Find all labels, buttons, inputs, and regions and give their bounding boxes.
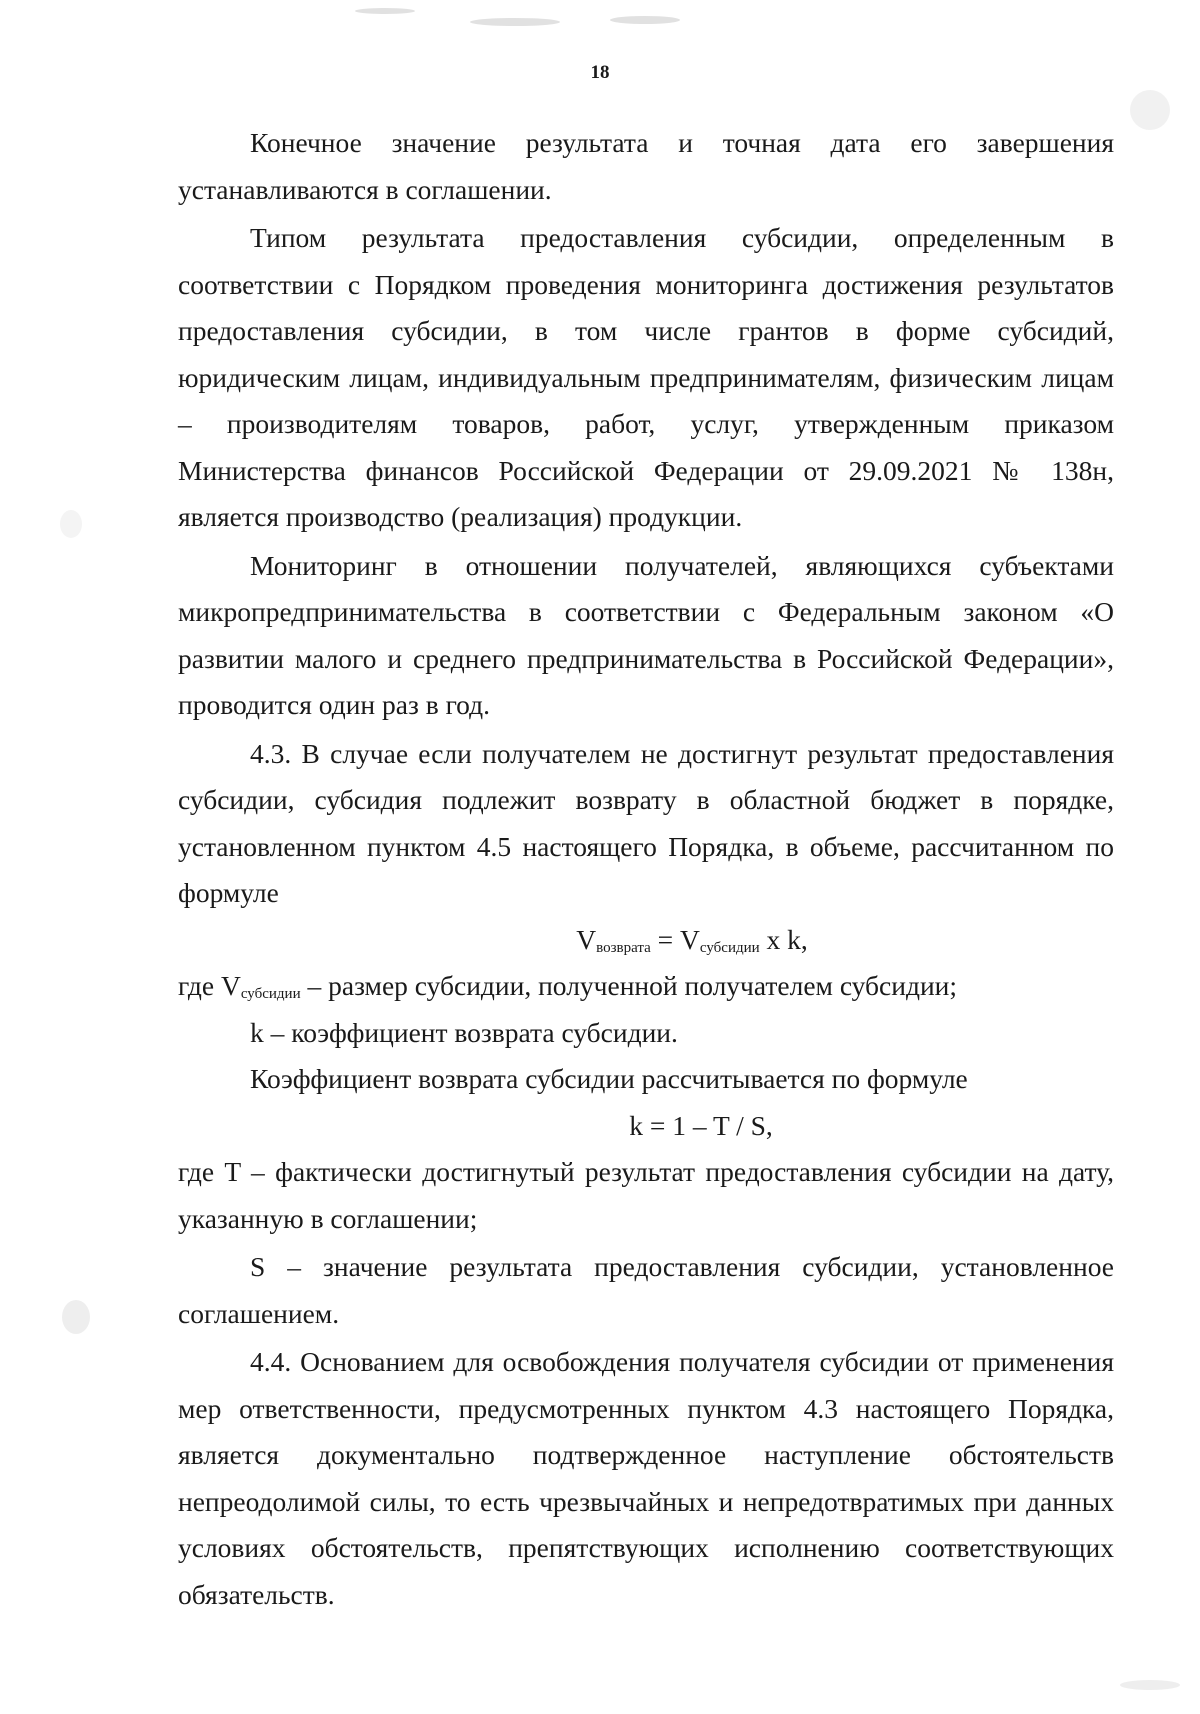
- formula-coefficient: k = 1 – T / S,: [629, 1109, 773, 1141]
- formula-sub-return: возврата: [596, 939, 651, 956]
- definition-v-subsidy: [178, 963, 1114, 1010]
- paragraph-4-4: 4.4. Основанием для освобождения получателя субсидии от применения мер ответственности, предусмотренных пунктом 4.3 настоящего Порядка, является документально подтвержденное наступление обстоятельств непреодолимой силы, то есть чрезвычайных и непредотвратимых при данных условиях обстоятельств, препятствующих исполнению соответствующих обязательств.: [178, 1346, 1114, 1610]
- definition-v-text: – размер субсидии, полученной получателем субсидии;: [300, 970, 958, 1001]
- paragraph-result-value: Конечное значение результата и точная дата его завершения устанавливаются в соглашении.: [178, 127, 1114, 205]
- paragraph-coefficient-intro: Коэффициент возврата субсидии рассчитывается по формуле: [250, 1063, 968, 1094]
- scan-noise-right: [1120, 1680, 1180, 1690]
- formula-tail: x k,: [759, 923, 808, 955]
- scan-noise-right: [1130, 90, 1170, 130]
- formula-equals: =: [650, 923, 681, 955]
- paragraph-result-type: Типом результата предоставления субсидии, определенным в соответствии с Порядком проведения мониторинга достижения результатов предоставления субсидии, в том числе грантов в форме субсидий, юридическим лицам, индивидуальным предпринимателям, физическим лицам – производителям товаров, работ, услуг, утвержденным приказом Министерства финансов Российской Федерации от 29.09.2021 № 138н, является производство (реализация) продукции.: [178, 222, 1114, 532]
- formula-v-symbol: V: [576, 923, 597, 955]
- paragraph-4-3: 4.3. В случае если получателем не достигнут результат предоставления субсидии, субсидия подлежит возврату в областной бюджет в порядке, установленном пунктом 4.5 настоящего Порядка, в объеме, рассчитанном по формуле: [178, 737, 1114, 908]
- definition-t: где T – фактически достигнутый результат предоставления субсидии на дату, указанную в соглашении;: [178, 1156, 1114, 1234]
- scan-noise-top: [610, 16, 680, 24]
- formula-v2-symbol: V: [680, 923, 700, 955]
- definition-k: k – коэффициент возврата субсидии.: [250, 1016, 678, 1048]
- formula-sub-subsidy: субсидии: [699, 939, 760, 956]
- scan-noise-top: [470, 18, 560, 26]
- scan-noise-left: [62, 1300, 90, 1334]
- definition-v-prefix: где V: [178, 970, 241, 1001]
- scan-noise-left: [60, 510, 82, 538]
- document-body: [178, 120, 1114, 1618]
- definition-s: S – значение результата предоставления субсидии, установленное соглашением.: [178, 1251, 1114, 1329]
- definition-v-sub: субсидии: [240, 986, 301, 1002]
- formula-return-volume: [178, 917, 1114, 964]
- page-number: 18: [590, 62, 610, 83]
- scan-noise-top: [355, 8, 415, 14]
- paragraph-monitoring: Мониторинг в отношении получателей, являющихся субъектами микропредпринимательства в соответствии с Федеральным законом «О развитии малого и среднего предпринимательства в Российской Федерации», проводится один раз в год.: [178, 549, 1114, 720]
